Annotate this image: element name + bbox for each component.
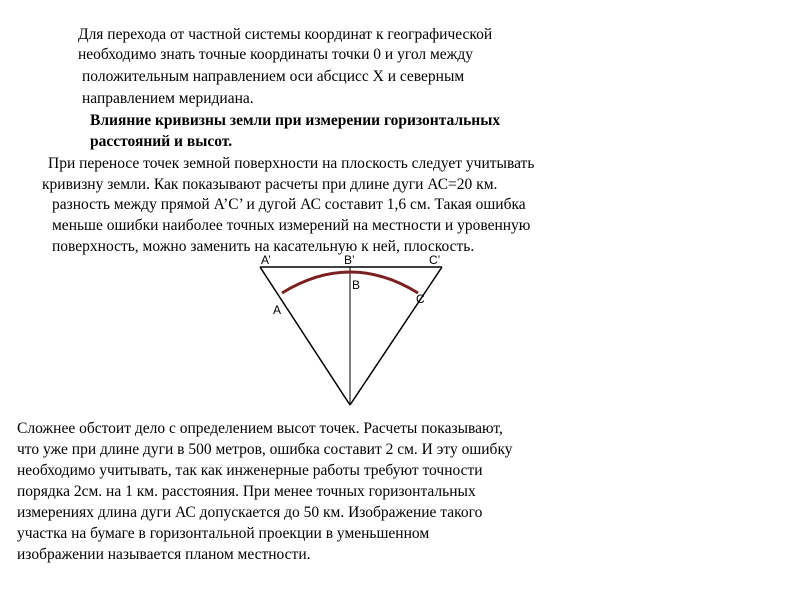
heading-line: Влияние кривизны земли при измерении горизонтальных	[90, 112, 501, 129]
text-line: положительным направлением оси абсцисс X и северным	[82, 68, 465, 85]
text-line: Сложнее обстоит дело с определением высот точек. Расчеты показывают,	[17, 420, 503, 437]
text-line: что уже при длине дуги в 500 метров, ошибка составит 2 см. И эту ошибку	[17, 441, 513, 458]
label-c-prime: C’	[429, 253, 441, 267]
text-line: измерениях длина дуги АС допускается до 50 км. Изображение такого	[17, 504, 483, 521]
radius-right	[350, 267, 442, 405]
text-line: кривизну земли. Как показывают расчеты при длине дуги АС=20 км.	[42, 176, 498, 193]
text-line: необходимо учитывать, так как инженерные работы требуют точности	[17, 462, 483, 479]
text-line: Для перехода от частной системы координат к географической	[78, 26, 493, 43]
text-line: поверхность, можно заменить на касательную к ней, плоскость.	[52, 238, 475, 255]
text-line: направлением меридиана.	[82, 90, 254, 107]
label-b-prime: B’	[344, 253, 355, 267]
label-c: C	[416, 292, 425, 306]
text-line: При переносе точек земной поверхности на плоскость следует учитывать	[48, 155, 535, 172]
label-a-prime: A’	[261, 253, 271, 267]
text-line: меньше ошибки наиболее точных измерений на местности и уровенную	[52, 217, 531, 234]
label-b: B	[352, 278, 361, 292]
heading-line: расстояний и высот.	[90, 133, 233, 150]
text-line: разность между прямой A’C’ и дугой АС составит 1,6 см. Такая ошибка	[52, 196, 526, 213]
label-a: A	[273, 303, 282, 317]
text-line: изображении называется планом местности.	[17, 546, 311, 563]
radius-left	[260, 267, 350, 405]
text-line: необходимо знать точные координаты точки 0 и угол между	[78, 46, 474, 63]
text-line: участка на бумаге в горизонтальной проекции в уменьшенном	[17, 525, 430, 542]
text-line: порядка 2см. на 1 км. расстояния. При менее точных горизонтальных	[17, 483, 476, 500]
